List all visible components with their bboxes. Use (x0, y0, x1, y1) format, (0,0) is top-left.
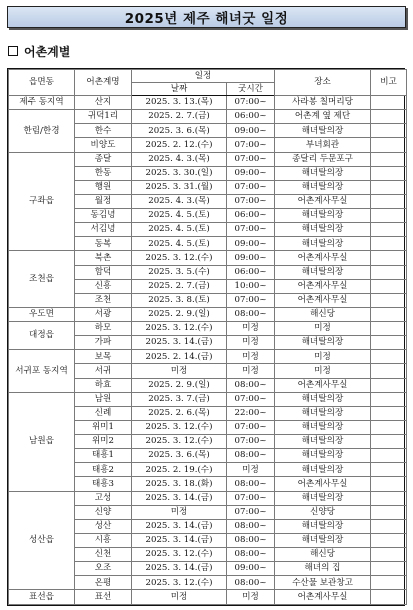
village-cell: 동복 (75, 237, 132, 251)
note-cell (371, 420, 407, 434)
header-village: 어촌계명 (75, 70, 132, 96)
place-cell: 해녀탈의장 (275, 519, 371, 533)
time-cell: 06:00~ (227, 265, 275, 279)
village-cell: 비양도 (75, 138, 132, 152)
note-cell (371, 223, 407, 237)
table-row (9, 590, 407, 605)
village-cell: 성산 (75, 519, 132, 533)
table-row (9, 350, 407, 364)
region-cell: 서귀포 동지역 (9, 350, 75, 392)
place-cell: 어촌계사무실 (275, 251, 371, 265)
place-cell: 해녀탈의장 (275, 435, 371, 449)
village-cell: 온평 (75, 576, 132, 590)
time-cell: 07:00~ (227, 435, 275, 449)
village-cell: 표선 (75, 590, 132, 605)
time-cell: 09:00~ (227, 562, 275, 576)
date-cell: 2025. 3. 12.(수) (132, 251, 227, 265)
table-row (9, 251, 407, 265)
note-cell (371, 110, 407, 124)
table-row (9, 152, 407, 166)
date-cell: 2025. 2. 19.(수) (132, 463, 227, 477)
time-cell: 09:00~ (227, 251, 275, 265)
schedule-table-wrapper (7, 68, 405, 606)
time-cell: 08:00~ (227, 449, 275, 463)
village-cell: 서김녕 (75, 223, 132, 237)
place-cell: 해녀탈의장 (275, 463, 371, 477)
date-cell: 2025. 3. 6.(목) (132, 124, 227, 138)
village-cell: 보목 (75, 350, 132, 364)
village-cell: 남원 (75, 392, 132, 406)
date-cell: 2025. 2. 7.(금) (132, 279, 227, 293)
place-cell: 해녀탈의장 (275, 420, 371, 434)
village-cell: 고성 (75, 491, 132, 505)
date-cell: 2025. 2. 14.(금) (132, 350, 227, 364)
note-cell (371, 576, 407, 590)
note-cell (371, 364, 407, 378)
date-cell: 2025. 2. 9.(일) (132, 307, 227, 321)
table-row (9, 307, 407, 321)
schedule-table-body (9, 96, 407, 605)
date-cell: 2025. 3. 14.(금) (132, 519, 227, 533)
village-cell: 한수 (75, 124, 132, 138)
place-cell: 해녀탈의장 (275, 265, 371, 279)
note-cell (371, 336, 407, 350)
place-cell: 미정 (275, 364, 371, 378)
note-cell (371, 293, 407, 307)
village-cell: 함덕 (75, 265, 132, 279)
date-cell: 2025. 2. 7.(금) (132, 110, 227, 124)
note-cell (371, 279, 407, 293)
region-cell: 표선읍 (9, 590, 75, 605)
table-row (9, 491, 407, 505)
time-cell: 09:00~ (227, 124, 275, 138)
time-cell: 07:00~ (227, 180, 275, 194)
village-cell: 위미1 (75, 420, 132, 434)
place-cell: 어촌계사무실 (275, 378, 371, 392)
place-cell: 어촌계 옆 제단 (275, 110, 371, 124)
village-cell: 가파 (75, 336, 132, 350)
date-cell: 2025. 2. 6.(목) (132, 406, 227, 420)
place-cell: 해녀탈의장 (275, 491, 371, 505)
time-cell: 07:00~ (227, 505, 275, 519)
village-cell: 태흥3 (75, 477, 132, 491)
region-cell: 조천읍 (9, 251, 75, 308)
date-cell: 2025. 3. 12.(수) (132, 322, 227, 336)
header-place: 장소 (275, 70, 371, 96)
header-time: 굿시간 (227, 83, 275, 96)
time-cell: 07:00~ (227, 96, 275, 110)
header-date: 날짜 (132, 83, 227, 96)
note-cell (371, 322, 407, 336)
region-cell: 한림/한경 (9, 110, 75, 152)
date-cell: 2025. 3. 12.(수) (132, 576, 227, 590)
note-cell (371, 96, 407, 110)
village-cell: 오조 (75, 562, 132, 576)
note-cell (371, 138, 407, 152)
village-cell: 태흥2 (75, 463, 132, 477)
time-cell: 09:00~ (227, 166, 275, 180)
date-cell: 미정 (132, 505, 227, 519)
village-cell: 동김녕 (75, 209, 132, 223)
village-cell: 신례 (75, 406, 132, 420)
village-cell: 산지 (75, 96, 132, 110)
place-cell: 어촌계사무실 (275, 194, 371, 208)
place-cell: 해녀의 집 (275, 562, 371, 576)
date-cell: 2025. 3. 12.(수) (132, 435, 227, 449)
note-cell (371, 237, 407, 251)
place-cell: 어촌계사무실 (275, 590, 371, 605)
region-cell: 남원읍 (9, 392, 75, 491)
date-cell: 2025. 3. 14.(금) (132, 491, 227, 505)
village-cell: 신흥 (75, 279, 132, 293)
note-cell (371, 152, 407, 166)
time-cell: 10:00~ (227, 279, 275, 293)
section-heading (8, 43, 70, 59)
time-cell: 미정 (227, 350, 275, 364)
time-cell: 08:00~ (227, 533, 275, 547)
section-label: 어촌계별 (24, 44, 71, 59)
note-cell (371, 265, 407, 279)
date-cell: 2025. 3. 30.(일) (132, 166, 227, 180)
time-cell: 22:00~ (227, 406, 275, 420)
time-cell: 07:00~ (227, 392, 275, 406)
time-cell: 08:00~ (227, 519, 275, 533)
date-cell: 2025. 3. 7.(금) (132, 392, 227, 406)
date-cell: 2025. 3. 31.(월) (132, 180, 227, 194)
village-cell: 위미2 (75, 435, 132, 449)
note-cell (371, 533, 407, 547)
note-cell (371, 463, 407, 477)
place-cell: 해녀탈의장 (275, 180, 371, 194)
place-cell: 해녀탈의장 (275, 336, 371, 350)
place-cell: 해신당 (275, 307, 371, 321)
place-cell: 해녀탈의장 (275, 533, 371, 547)
note-cell (371, 449, 407, 463)
date-cell: 미정 (132, 590, 227, 605)
time-cell: 08:00~ (227, 477, 275, 491)
note-cell (371, 477, 407, 491)
note-cell (371, 307, 407, 321)
date-cell: 2025. 4. 3.(목) (132, 152, 227, 166)
time-cell: 07:00~ (227, 491, 275, 505)
place-cell: 해녀탈의장 (275, 449, 371, 463)
note-cell (371, 590, 407, 605)
table-row (9, 96, 407, 110)
village-cell: 태흥1 (75, 449, 132, 463)
date-cell: 2025. 4. 3.(목) (132, 194, 227, 208)
page-title: 2025년 제주 해녀굿 일정 (124, 11, 289, 27)
time-cell: 06:00~ (227, 209, 275, 223)
note-cell (371, 166, 407, 180)
region-cell: 우도면 (9, 307, 75, 321)
village-cell: 북촌 (75, 251, 132, 265)
place-cell: 수산물 보관창고 (275, 576, 371, 590)
checkbox-square-icon (8, 46, 18, 56)
time-cell: 07:00~ (227, 420, 275, 434)
village-cell: 서광 (75, 307, 132, 321)
table-row (9, 322, 407, 336)
date-cell: 2025. 4. 5.(토) (132, 209, 227, 223)
place-cell: 미정 (275, 350, 371, 364)
village-cell: 한동 (75, 166, 132, 180)
table-row (9, 110, 407, 124)
date-cell: 2025. 3. 12.(수) (132, 420, 227, 434)
place-cell: 해녀탈의장 (275, 124, 371, 138)
time-cell: 07:00~ (227, 223, 275, 237)
note-cell (371, 194, 407, 208)
time-cell: 07:00~ (227, 194, 275, 208)
village-cell: 서귀 (75, 364, 132, 378)
date-cell: 2025. 3. 18.(화) (132, 477, 227, 491)
place-cell: 신양당 (275, 505, 371, 519)
note-cell (371, 124, 407, 138)
header-schedule: 일정 (132, 70, 275, 83)
place-cell: 해녀탈의장 (275, 223, 371, 237)
note-cell (371, 505, 407, 519)
date-cell: 2025. 3. 14.(금) (132, 562, 227, 576)
note-cell (371, 180, 407, 194)
place-cell: 종달리 두문포구 (275, 152, 371, 166)
place-cell: 해녀탈의장 (275, 237, 371, 251)
note-cell (371, 392, 407, 406)
date-cell: 2025. 2. 9.(일) (132, 378, 227, 392)
time-cell: 07:00~ (227, 138, 275, 152)
note-cell (371, 209, 407, 223)
date-cell: 2025. 3. 8.(토) (132, 293, 227, 307)
note-cell (371, 435, 407, 449)
note-cell (371, 562, 407, 576)
date-cell: 2025. 3. 14.(금) (132, 533, 227, 547)
date-cell: 2025. 4. 5.(토) (132, 223, 227, 237)
time-cell: 08:00~ (227, 548, 275, 562)
place-cell: 부녀회관 (275, 138, 371, 152)
village-cell: 종달 (75, 152, 132, 166)
time-cell: 07:00~ (227, 152, 275, 166)
date-cell: 2025. 2. 12.(수) (132, 138, 227, 152)
place-cell: 미정 (275, 322, 371, 336)
region-cell: 대정읍 (9, 322, 75, 350)
note-cell (371, 378, 407, 392)
place-cell: 어촌계사무실 (275, 477, 371, 491)
date-cell: 2025. 3. 5.(수) (132, 265, 227, 279)
note-cell (371, 491, 407, 505)
time-cell: 미정 (227, 322, 275, 336)
village-cell: 시흥 (75, 533, 132, 547)
note-cell (371, 350, 407, 364)
time-cell: 08:00~ (227, 576, 275, 590)
place-cell: 해녀탈의장 (275, 166, 371, 180)
table-row (9, 392, 407, 406)
time-cell: 08:00~ (227, 307, 275, 321)
time-cell: 미정 (227, 590, 275, 605)
village-cell: 신양 (75, 505, 132, 519)
date-cell: 2025. 4. 5.(토) (132, 237, 227, 251)
place-cell: 해녀탈의장 (275, 209, 371, 223)
place-cell: 해녀탈의장 (275, 392, 371, 406)
date-cell: 2025. 3. 6.(목) (132, 449, 227, 463)
region-cell: 제주 동지역 (9, 96, 75, 110)
village-cell: 월정 (75, 194, 132, 208)
time-cell: 08:00~ (227, 378, 275, 392)
time-cell: 미정 (227, 336, 275, 350)
village-cell: 하효 (75, 378, 132, 392)
time-cell: 06:00~ (227, 110, 275, 124)
date-cell: 2025. 3. 12.(수) (132, 548, 227, 562)
time-cell: 07:00~ (227, 293, 275, 307)
time-cell: 미정 (227, 463, 275, 477)
region-cell: 성산읍 (9, 491, 75, 590)
region-cell: 구좌읍 (9, 152, 75, 251)
time-cell: 미정 (227, 364, 275, 378)
time-cell: 09:00~ (227, 237, 275, 251)
date-cell: 2025. 3. 13.(목) (132, 96, 227, 110)
note-cell (371, 251, 407, 265)
schedule-table (8, 69, 407, 605)
village-cell: 신천 (75, 548, 132, 562)
village-cell: 귀덕1리 (75, 110, 132, 124)
place-cell: 해녀탈의장 (275, 406, 371, 420)
place-cell: 어촌계사무실 (275, 279, 371, 293)
place-cell: 해신당 (275, 548, 371, 562)
place-cell: 어촌계사무실 (275, 293, 371, 307)
page-title-bar (7, 6, 406, 28)
village-cell: 행원 (75, 180, 132, 194)
header-region: 읍면동 (9, 70, 75, 96)
note-cell (371, 406, 407, 420)
header-note: 비고 (371, 70, 407, 96)
date-cell: 2025. 3. 14.(금) (132, 336, 227, 350)
place-cell: 사라봉 칠머리당 (275, 96, 371, 110)
date-cell: 미정 (132, 364, 227, 378)
village-cell: 조천 (75, 293, 132, 307)
note-cell (371, 519, 407, 533)
village-cell: 하모 (75, 322, 132, 336)
note-cell (371, 548, 407, 562)
